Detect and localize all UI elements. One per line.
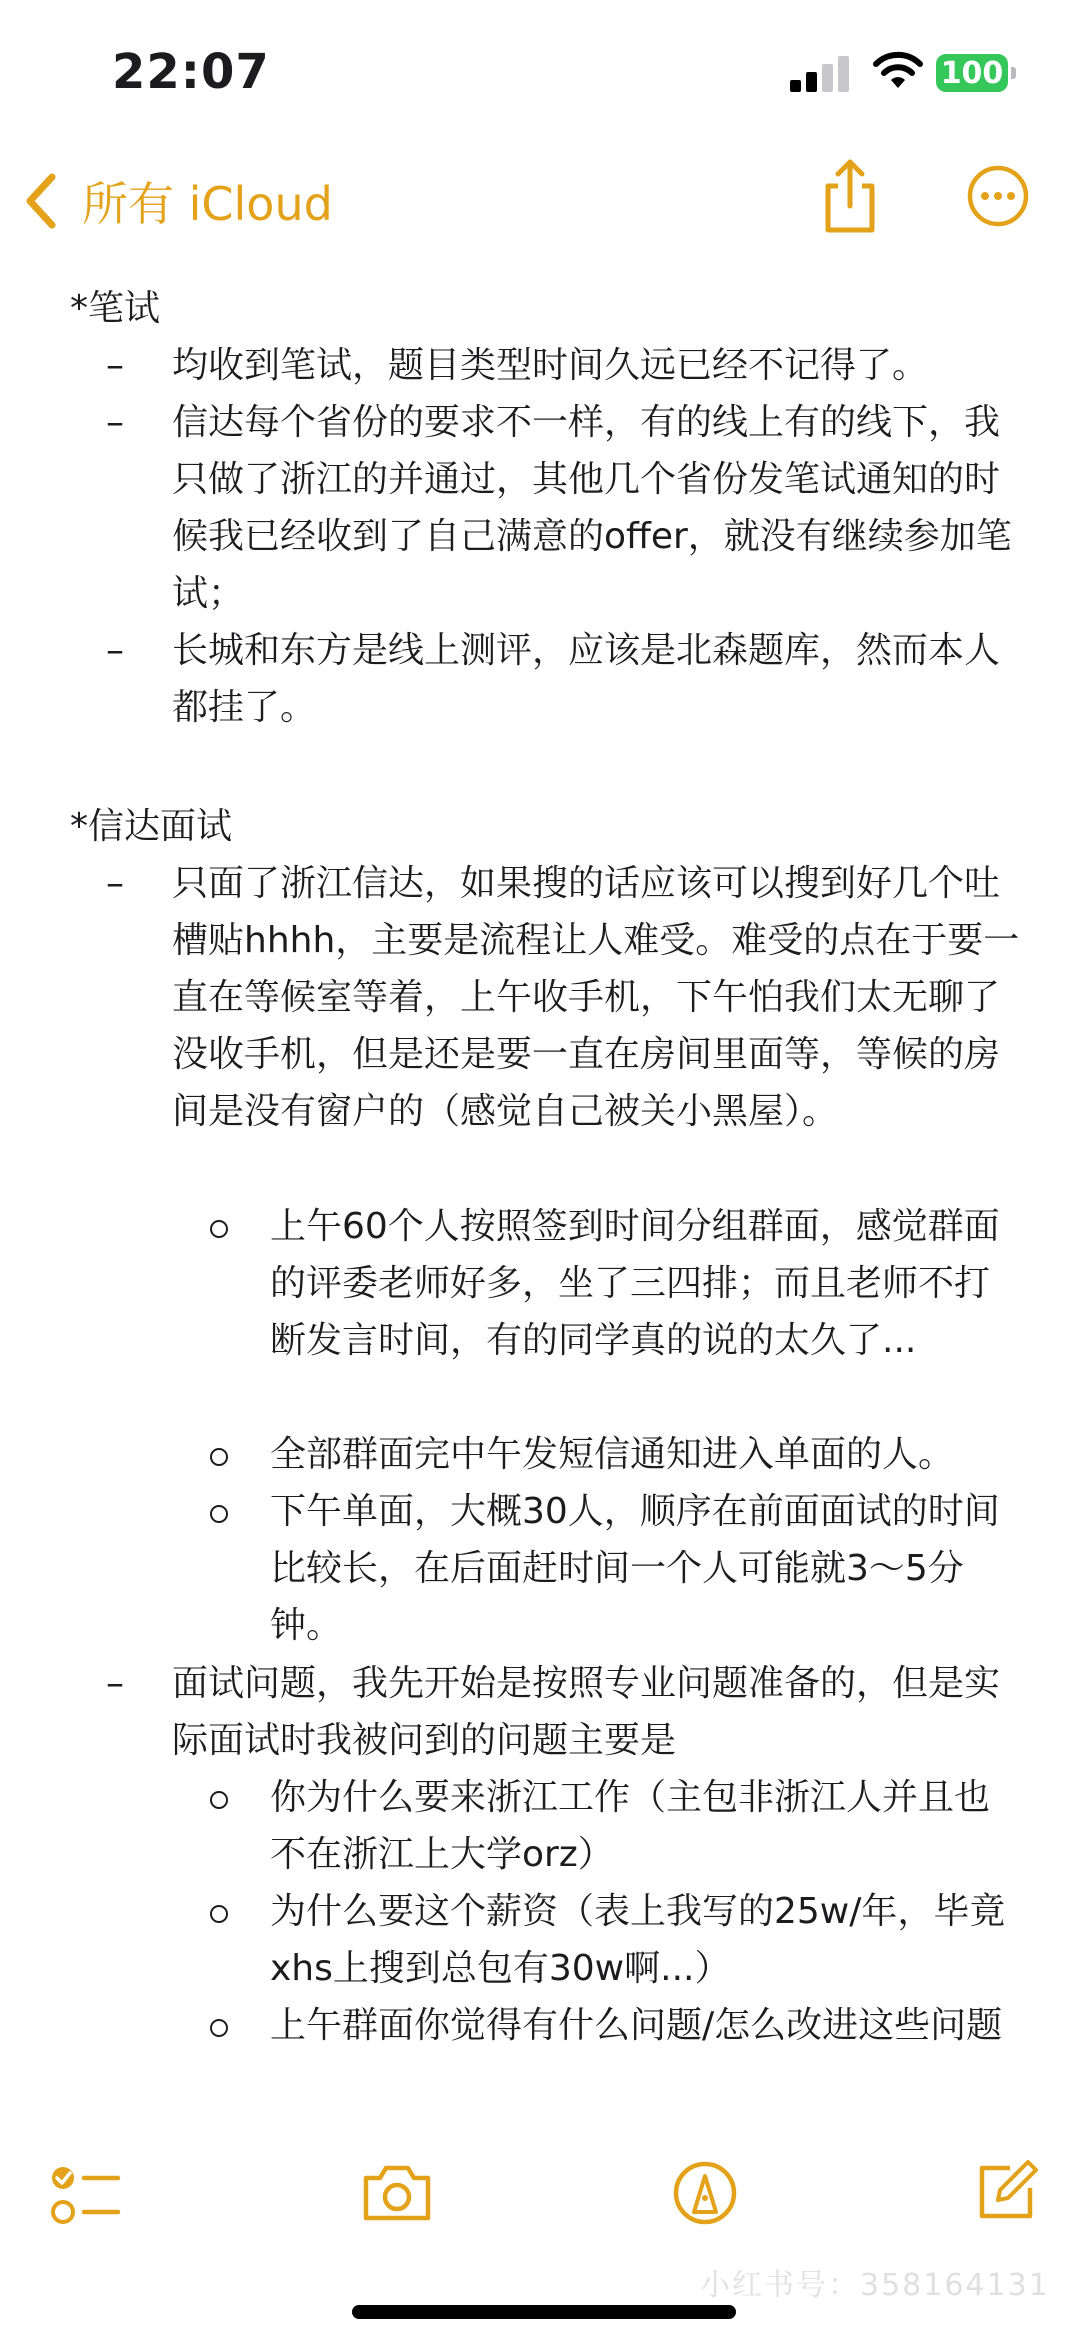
status-time: 22:07 (112, 44, 270, 100)
wifi-icon (872, 48, 924, 92)
dash-bullet: – (106, 345, 124, 386)
sub-list-item: 上午群面你觉得有什么问题/怎么改进这些问题 (270, 2005, 1003, 2046)
sub-list-item: 全部群面完中午发短信通知进入单面的人。 (270, 1434, 955, 1475)
sub-list-item: 上午60个人按照签到时间分组群面，感觉群面的评委老师好多，坐了三四排；而且老师不打断发言时间，有的同学真的说的太久了... (270, 1206, 1000, 1361)
dash-bullet: – (106, 1663, 124, 1704)
navigation-bar (0, 150, 1080, 260)
dash-bullet: – (106, 402, 124, 443)
chevron-left-icon (22, 171, 60, 231)
section-heading-written-test: *笔试 (70, 288, 161, 329)
back-button-label: 所有 iCloud (82, 177, 333, 231)
list-item: 均收到笔试，题目类型时间久远已经不记得了。 (172, 345, 929, 386)
sub-list-item: 你为什么要来浙江工作（主包非浙江人并且也不在浙江上大学orz） (270, 1777, 991, 1875)
section-heading-interview: *信达面试 (70, 806, 233, 847)
circle-bullet (210, 1448, 228, 1466)
home-indicator[interactable] (352, 2305, 736, 2319)
dash-bullet: – (106, 630, 124, 671)
bottom-toolbar (0, 2150, 1080, 2250)
checklist-icon[interactable] (50, 2162, 122, 2228)
list-item: 长城和东方是线上测评，应该是北森题库，然而本人都挂了。 (172, 630, 1001, 728)
circle-bullet (210, 1505, 228, 1523)
back-button[interactable] (22, 166, 333, 236)
share-icon[interactable] (818, 156, 882, 236)
list-item: 面试问题，我先开始是按照专业问题准备的，但是实际面试时我被问到的问题主要是 (172, 1663, 1001, 1761)
circle-bullet (210, 1905, 228, 1923)
circle-bullet (210, 1220, 228, 1238)
circle-bullet (210, 2019, 228, 2037)
list-item: 信达每个省份的要求不一样，有的线上有的线下，我只做了浙江的并通过，其他几个省份发笔试通知的时候我已经收到了自己满意的offer，就没有继续参加笔试； (172, 402, 1012, 614)
list-item: 只面了浙江信达，如果搜的话应该可以搜到好几个吐槽贴hhhh，主要是流程让人难受。难受的点在于要一直在等候室等着，上午收手机，下午怕我们太无聊了没收手机，但是还是要一直在房间里面等，等候的房间是没有窗户的（感觉自己被关小黑屋）。 (172, 863, 1020, 1132)
circle-bullet (210, 1791, 228, 1809)
watermark: 小红书号：3581641​31 (700, 2268, 1050, 2303)
cellular-signal-icon (790, 52, 852, 92)
status-bar (0, 0, 1080, 150)
battery-icon: 100 (936, 54, 1008, 92)
compose-icon[interactable] (974, 2158, 1040, 2224)
sub-list-item: 下午单面，大概30人，顺序在前面面试的时间比较长，在后面赶时间一个人可能就3～5分钟。 (270, 1491, 1000, 1646)
sub-list-item: 为什么要这个薪资（表上我写的25w/年，毕竟xhs上搜到总包有30w啊...） (270, 1891, 1006, 1989)
dash-bullet: – (106, 863, 124, 904)
pen-tip-icon[interactable] (672, 2160, 738, 2226)
more-options-icon[interactable] (966, 164, 1030, 228)
camera-icon[interactable] (360, 2162, 434, 2224)
